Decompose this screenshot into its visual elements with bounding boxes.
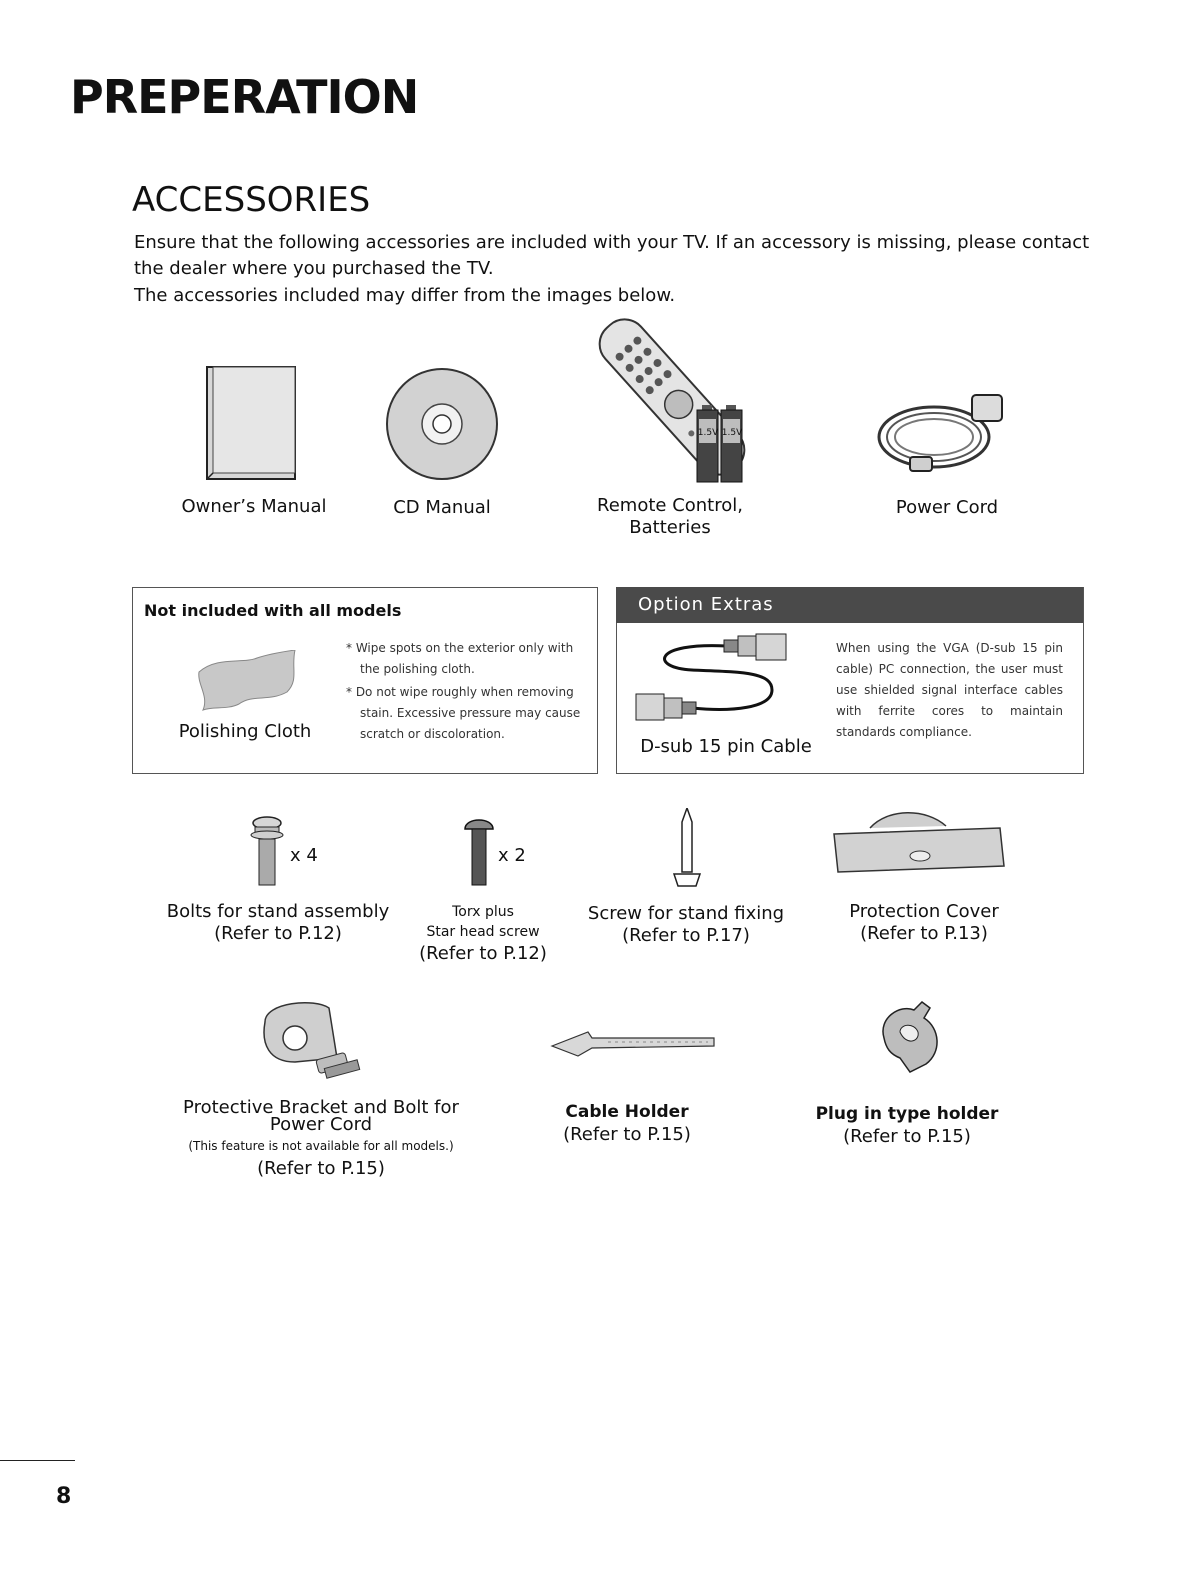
torx-ref: (Refer to P.12) bbox=[419, 943, 547, 964]
battery-label: 1.5V bbox=[721, 428, 743, 438]
torx-screw-icon bbox=[462, 815, 496, 887]
protective-bracket-ref: (Refer to P.15) bbox=[257, 1158, 385, 1179]
plug-in-holder-label: Plug in type holder bbox=[815, 1104, 999, 1124]
batteries-icon bbox=[696, 405, 746, 483]
page-title: PREPERATION bbox=[70, 70, 419, 124]
plug-in-type-holder-icon bbox=[870, 998, 950, 1076]
stand-fixing-ref: (Refer to P.17) bbox=[622, 925, 750, 946]
protection-cover-icon bbox=[828, 808, 1008, 876]
star-head-label: Star head screw bbox=[426, 924, 540, 940]
section-title: ACCESSORIES bbox=[132, 180, 371, 220]
dsub-cable-icon bbox=[632, 632, 812, 722]
torx-label: Torx plus bbox=[452, 904, 514, 920]
batteries-label: Batteries bbox=[629, 517, 711, 538]
polishing-note-2: * Do not wipe roughly when removing stain. Excessive pressure may cause scratch or discoloration. bbox=[346, 685, 581, 741]
polishing-cloth-icon bbox=[195, 650, 305, 712]
bracket-availability-note: (This feature is not available for all models.) bbox=[188, 1139, 454, 1153]
polishing-cloth-label: Polishing Cloth bbox=[178, 721, 312, 742]
plug-in-holder-ref: (Refer to P.15) bbox=[843, 1126, 971, 1147]
bolts-ref: (Refer to P.12) bbox=[214, 923, 342, 944]
power-cord-label: Power Cord bbox=[895, 497, 999, 518]
page-footer-rule bbox=[0, 1460, 75, 1461]
cd-icon bbox=[383, 365, 501, 483]
cable-holder-label: Cable Holder bbox=[565, 1102, 689, 1122]
option-extras-note: When using the VGA (D-sub 15 pin cable) PC connection, the user must use shielded signal interface cables with ferrite cores to maintain standards compliance. bbox=[836, 641, 1063, 739]
stand-fixing-screw-icon bbox=[670, 808, 704, 890]
dsub-cable-label: D-sub 15 pin Cable bbox=[640, 736, 812, 757]
protection-cover-ref: (Refer to P.13) bbox=[860, 923, 988, 944]
power-cord-icon bbox=[872, 385, 1012, 480]
cable-holder-ref: (Refer to P.15) bbox=[563, 1124, 691, 1145]
bolt-quantity: x 4 bbox=[290, 845, 318, 866]
protective-bracket-label: Protective Bracket and Bolt for bbox=[183, 1097, 459, 1118]
stand-fixing-label: Screw for stand fixing bbox=[587, 903, 785, 924]
battery-label: 1.5V bbox=[697, 428, 719, 438]
bolts-label: Bolts for stand assembly bbox=[166, 901, 390, 922]
owners-manual-label: Owner’s Manual bbox=[181, 496, 327, 517]
owners-manual-icon bbox=[205, 365, 300, 483]
cable-holder-icon bbox=[548, 1026, 718, 1062]
cd-manual-label: CD Manual bbox=[393, 497, 491, 518]
not-included-heading: Not included with all models bbox=[144, 601, 402, 620]
page-number: 8 bbox=[56, 1484, 72, 1509]
polishing-notes bbox=[346, 638, 584, 747]
protective-bracket-icon bbox=[255, 998, 365, 1088]
intro-note: The accessories included may differ from the images below. bbox=[134, 285, 676, 306]
polishing-note-1: * Wipe spots on the exterior only with the polishing cloth. bbox=[346, 641, 574, 676]
power-cord-bracket-label: Power Cord bbox=[269, 1114, 373, 1135]
remote-control-label: Remote Control, bbox=[597, 495, 743, 516]
option-extras-heading: Option Extras bbox=[638, 594, 774, 615]
torx-screw-quantity: x 2 bbox=[498, 845, 526, 866]
bolt-icon bbox=[250, 815, 284, 887]
protection-cover-label: Protection Cover bbox=[849, 901, 999, 922]
intro-text: Ensure that the following accessories are included with your TV. If an accessory is missing, please contact the dealer where you purchased the TV. bbox=[134, 232, 1090, 279]
